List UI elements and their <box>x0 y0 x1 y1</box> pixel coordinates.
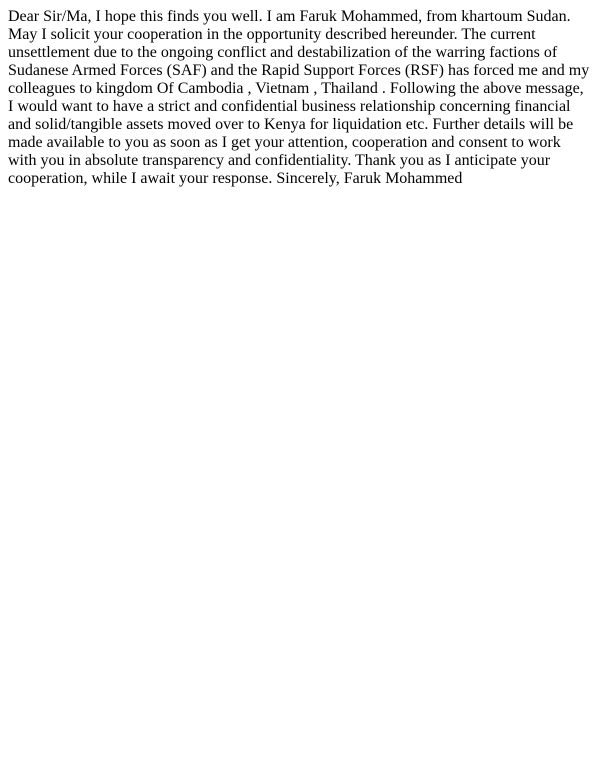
message-body: Dear Sir/Ma, I hope this finds you well. I am Faruk Mohammed, from khartoum Sudan. May I solicit your cooperation in the opportunity described hereunder. The current unsettlement due to the ongoing conflict and destabilization of the warring factions of Sudanese Armed Forces (SAF) and the Rapid Support Forces (RSF) has forced me and my colleagues to kingdom Of Cambodia , Vietnam , Thailand . Following the above message, I would want to have a strict and confidential business relationship concerning financial and solid/tangible assets moved over to Kenya for liquidation etc. Further details will be made available to you as soon as I get your attention, cooperation and consent to work with you in absolute transparency and confidentiality. Thank you as I anticipate your cooperation, while I await your response. Sincerely, Faruk Mohammed <box>8 8 590 187</box>
